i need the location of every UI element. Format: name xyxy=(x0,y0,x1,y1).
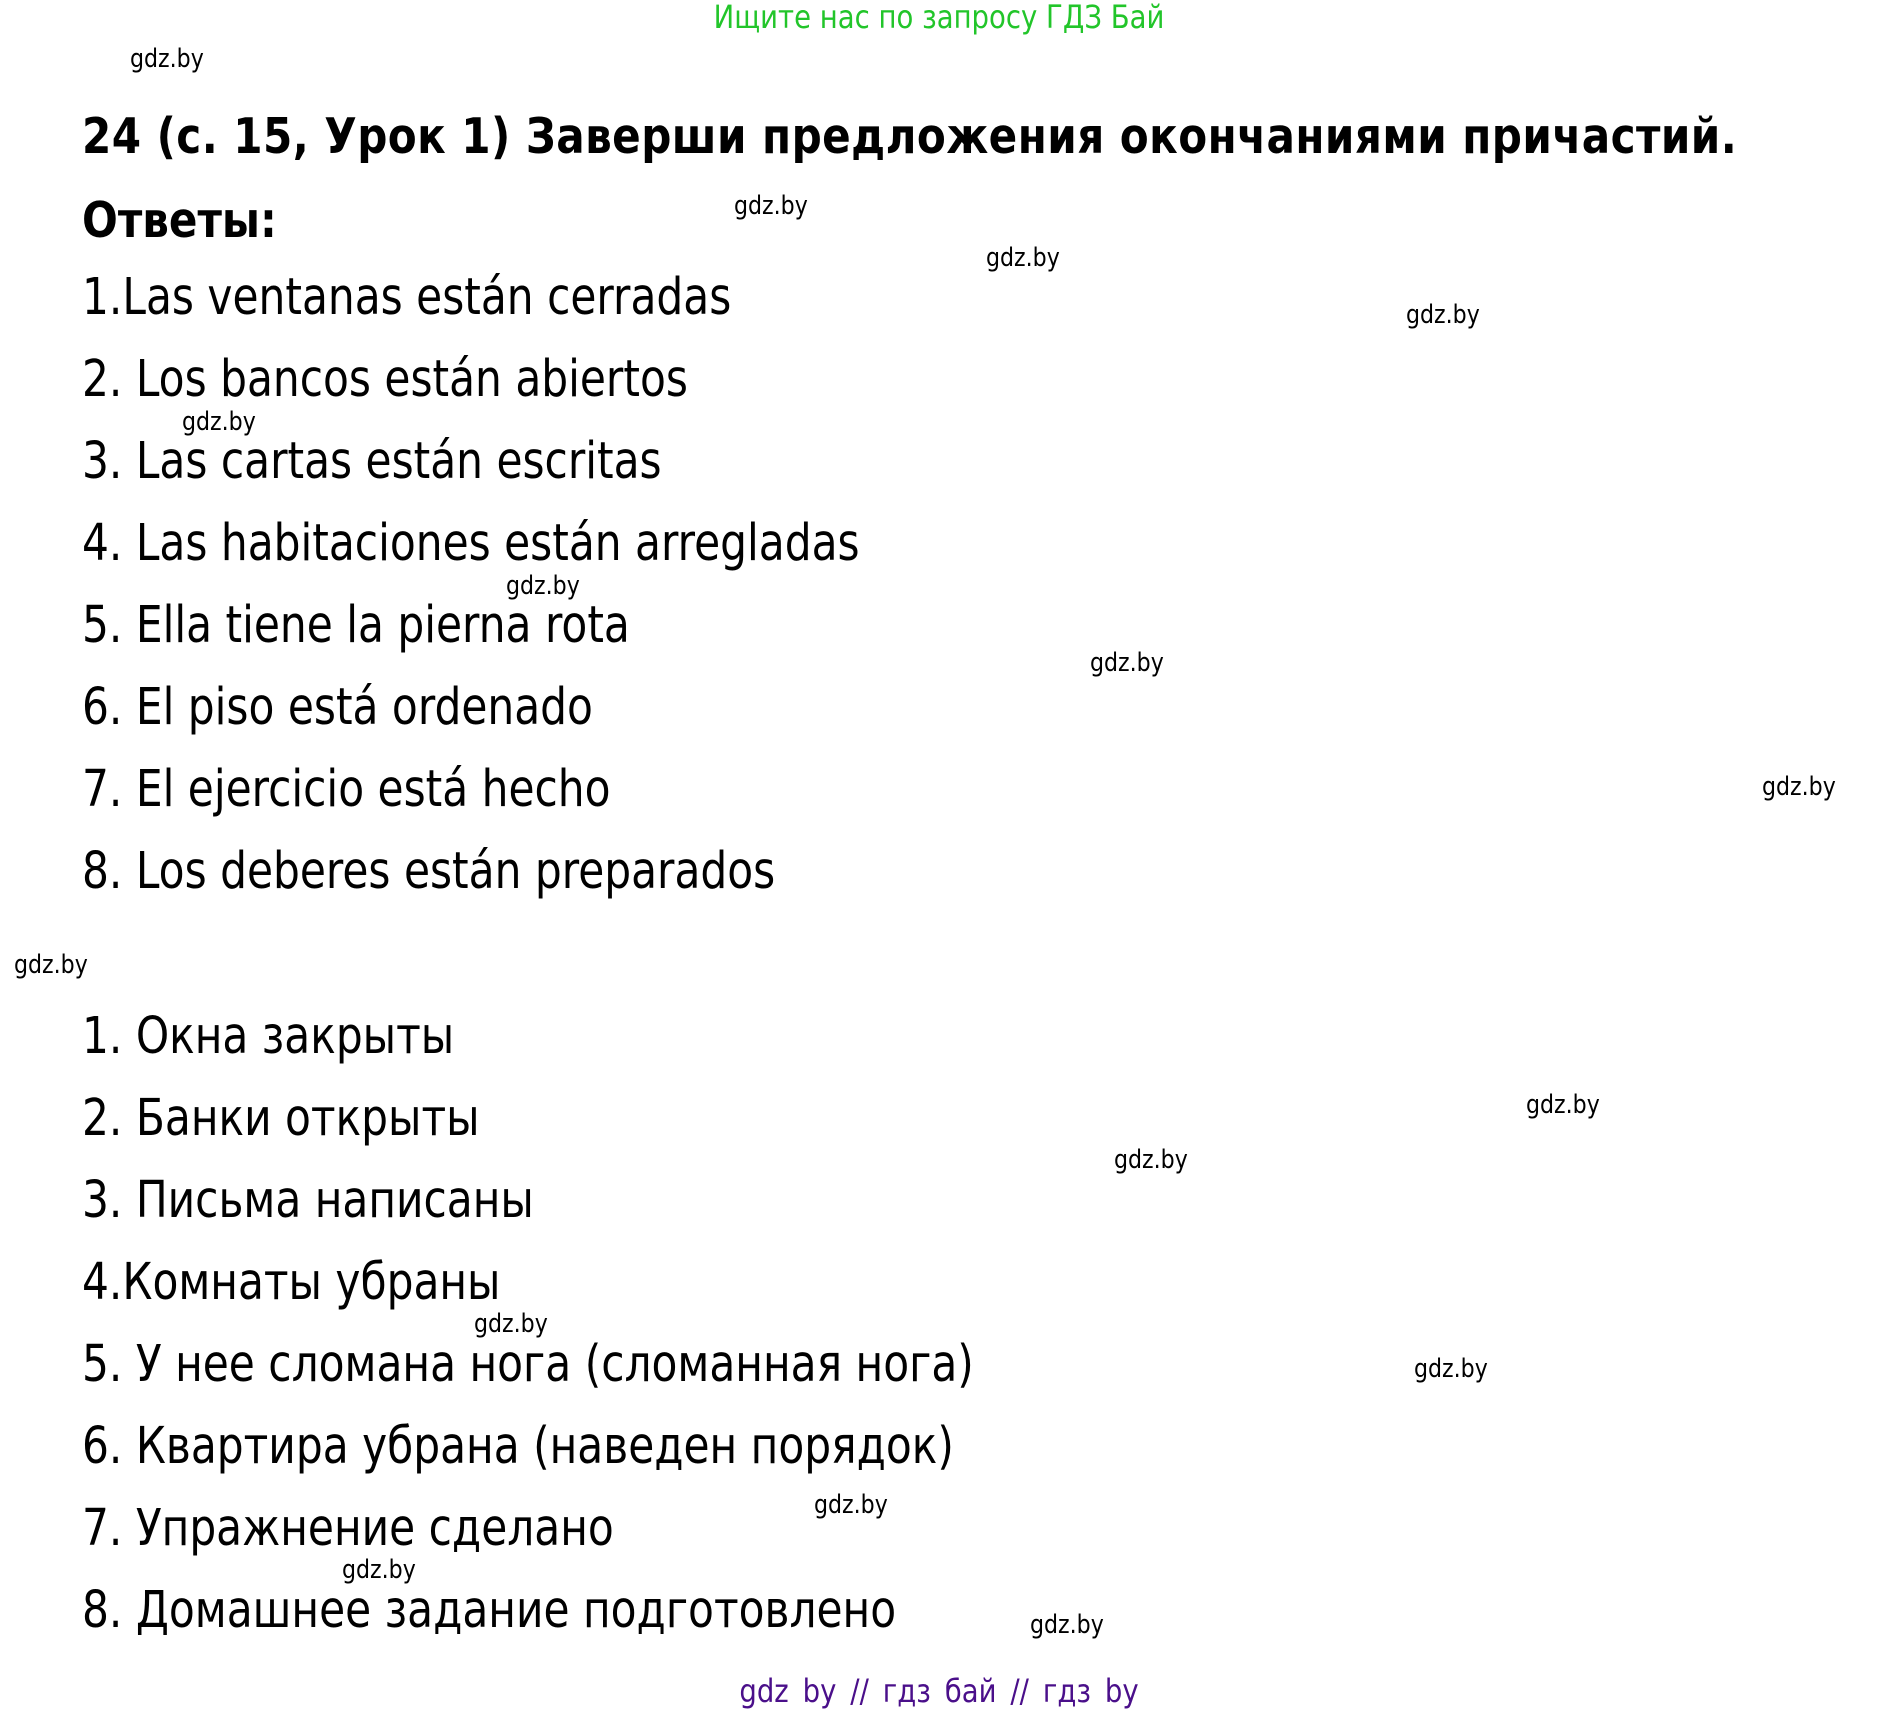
watermark: gdz.by xyxy=(342,1555,416,1585)
list-item: 2. Банки открыты xyxy=(82,1089,480,1148)
list-item: 8. Домашнее задание подготовлено xyxy=(82,1581,897,1640)
watermark: gdz.by xyxy=(1090,648,1164,678)
watermark: gdz.by xyxy=(1114,1145,1188,1175)
watermark: gdz.by xyxy=(1762,772,1836,802)
watermark: gdz.by xyxy=(1406,300,1480,330)
list-item: 6. Квартира убрана (наведен порядок) xyxy=(82,1417,954,1476)
watermark: gdz.by xyxy=(506,571,580,601)
list-item: 2. Los bancos están abiertos xyxy=(82,350,688,409)
watermark: gdz.by xyxy=(1414,1354,1488,1384)
list-item: 3. Письма написаны xyxy=(82,1171,534,1230)
list-item: 4. Las habitaciones están arregladas xyxy=(82,514,860,573)
exercise-title: 24 (с. 15, Урок 1) Заверши предложения окончаниями причастий. xyxy=(82,108,1738,165)
list-item: 5. Ella tiene la pierna rota xyxy=(82,596,630,655)
list-item: 7. El ejercicio está hecho xyxy=(82,760,611,819)
search-banner: Ищите нас по запросу ГДЗ Бай xyxy=(713,0,1165,36)
watermark: gdz.by xyxy=(130,44,204,74)
list-item: 8. Los deberes están preparados xyxy=(82,842,776,901)
list-item: 3. Las cartas están escritas xyxy=(82,432,662,491)
list-item: 1.Las ventanas están cerradas xyxy=(82,268,732,327)
list-item: 7. Упражнение сделано xyxy=(82,1499,614,1558)
watermark: gdz.by xyxy=(734,191,808,221)
answers-label: Ответы: xyxy=(82,192,277,249)
footer-links: gdz by // гдз бай // гдз by xyxy=(739,1672,1139,1710)
watermark: gdz.by xyxy=(1526,1090,1600,1120)
list-item: 1. Окна закрыты xyxy=(82,1007,455,1066)
list-item: 4.Комнаты убраны xyxy=(82,1253,501,1312)
watermark: gdz.by xyxy=(1030,1610,1104,1640)
list-item: 6. El piso está ordenado xyxy=(82,678,593,737)
watermark: gdz.by xyxy=(14,950,88,980)
list-item: 5. У нее сломана нога (сломанная нога) xyxy=(82,1335,974,1394)
watermark: gdz.by xyxy=(814,1490,888,1520)
watermark: gdz.by xyxy=(182,407,256,437)
watermark: gdz.by xyxy=(986,243,1060,273)
watermark: gdz.by xyxy=(474,1309,548,1339)
